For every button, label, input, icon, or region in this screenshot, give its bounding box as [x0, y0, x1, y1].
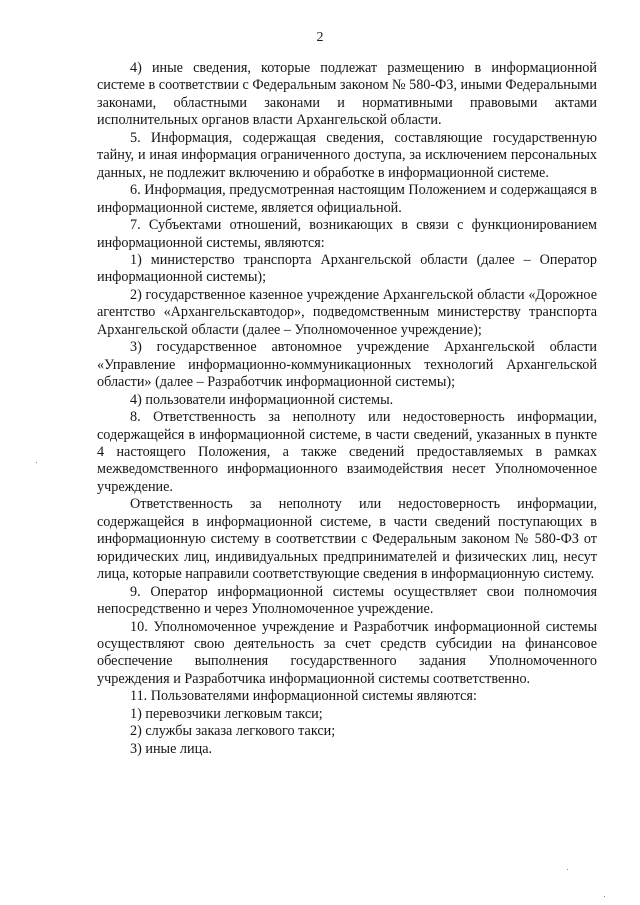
paragraph-6-official-info: 6. Информация, предусмотренная настоящим Положением и содержащаяся в информационной системе, является официальной. — [97, 182, 597, 216]
paragraph-7-item-2-authorized-institution: 2) государственное казенное учреждение Архангельской области «Дорожное агентство «Архангельскавтодор», подведомственным министерству транспорта Архангельской области (далее – Уполномоченное учреждение); — [97, 286, 597, 338]
paragraph-7-item-3-developer: 3) государственное автономное учреждение Архангельской области «Управление информационно-коммуникационных технологий Архангельской области» (далее – Разработчик информационной системы); — [97, 339, 597, 391]
paragraph-8-responsibility-continued: Ответственность за неполноту или недостоверность информации, содержащейся в информационной системе, в части сведений поступающих в информационную систему в соответствии с Федеральным законом № 580-ФЗ от юридических лиц, индивидуальных предпринимателей и физических лиц, несут лица, которые направили соответствующие сведения в информационную систему. — [97, 496, 597, 583]
paragraph-5-restricted-info: 5. Информация, содержащая сведения, составляющие государственную тайну, и иная информация ограниченного доступа, за исключением персональных данных, не подлежит включению и обработке в информационной системе. — [97, 129, 597, 181]
paragraph-7-subjects: 7. Субъектами отношений, возникающих в связи с функционированием информационной системы, являются: — [97, 217, 597, 251]
paragraph-11-item-1-carriers: 1) перевозчики легковым такси; — [130, 705, 323, 722]
paragraph-7-item-1-operator: 1) министерство транспорта Архангельской области (далее – Оператор информационной системы); — [97, 251, 597, 286]
paragraph-11-item-3-other: 3) иные лица. — [130, 740, 213, 757]
paragraph-8-responsibility: 8. Ответственность за неполноту или недостоверность информации, содержащейся в информационной системе, в части сведений, указанных в пункте 4 настоящего Положения, а также сведений предоставляемых в рамках межведомственного информационного взаимодействия несет Уполномоченное учреждение. — [97, 409, 597, 495]
document-body — [97, 60, 597, 758]
paragraph-10-funding: 10. Уполномоченное учреждение и Разработчик информационной системы осуществляют свою деятельность за счет средств субсидии на финансовое обеспечение выполнения государственного задания Уполномоченного учреждения и Разработчика информационной системы соответственно. — [97, 618, 597, 687]
paragraph-9-operator-powers: 9. Оператор информационной системы осуществляет свои полномочия непосредственно и через Уполномоченное учреждение. — [97, 583, 597, 618]
paragraph-11-item-2-dispatch-services: 2) службы заказа легкового такси; — [130, 723, 336, 740]
page-number: 2 — [316, 30, 324, 45]
paragraph-item-4-other-info: 4) иные сведения, которые подлежат размещению в информационной системе в соответствии с Федеральным законом № 580-ФЗ, иными Федеральными законами, областными законами и нормативными правовыми актами исполнительных органов власти Архангельской области. — [97, 60, 597, 129]
scan-speck — [36, 462, 37, 463]
scan-speck — [604, 896, 605, 897]
paragraph-7-item-4-users: 4) пользователи информационной системы. — [130, 391, 394, 408]
paragraph-11-users: 11. Пользователями информационной системы являются: — [130, 688, 477, 705]
scan-speck — [567, 869, 568, 870]
